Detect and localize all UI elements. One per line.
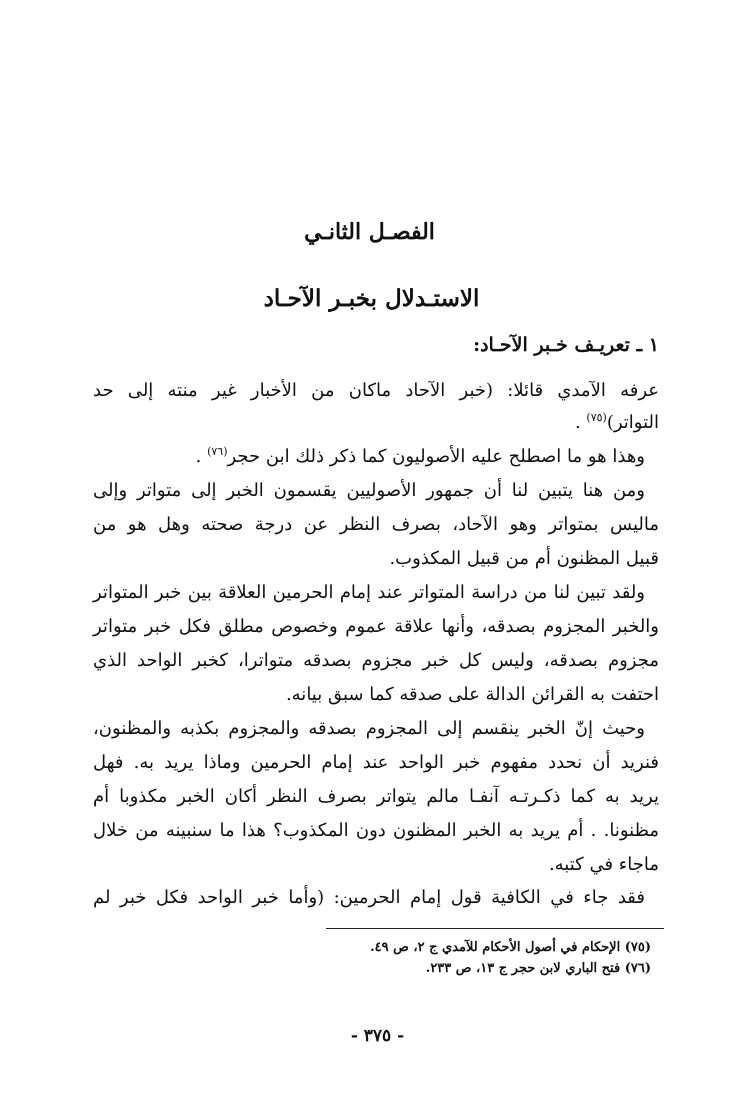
chapter-title: الفصـل الثانـي bbox=[304, 219, 435, 245]
text-fragment: التواتر) bbox=[606, 412, 659, 433]
footnote-ref: (٧٦) bbox=[207, 445, 228, 458]
text-line: فنريد أن نحدد مفهوم خبر الواحد عند إمام الحرمين وماذا يريد به. فهل bbox=[93, 752, 659, 773]
text-line: ماجاء في كتبه. bbox=[548, 854, 659, 875]
text-line: ومن هنا يتبين لنا أن جمهور الأصوليين يقسمون الخبر إلى متواتر وإلى bbox=[93, 480, 645, 501]
footnote-ref: (٧٥) bbox=[586, 411, 607, 424]
text-fragment: وهذا هو ما اصطلح عليه الأصوليون كما ذكر ذلك ابن حجر bbox=[227, 446, 645, 467]
subheading: ١ ـ تعريـف خـبر الآحـاد: bbox=[473, 334, 659, 356]
text-fragment: . bbox=[195, 446, 208, 467]
text-line bbox=[196, 439, 645, 475]
text-line bbox=[575, 405, 659, 441]
text-line: مظنونا. . أم يريد به الخبر المظنون دون المكذوب؟ هذا ما سنبينه من خلال bbox=[93, 820, 659, 841]
text-line: يريد به كما ذكـرتـه آنفـا مالم يتواتر بصرف النظر أكان الخبر مكذوبا أم bbox=[93, 786, 659, 807]
text-line: احتفت به القرائن الدالة على صدقه كما سبق بيانه. bbox=[285, 684, 659, 705]
text-line: ولقد تبين لنا من دراسة المتواتر عند إمام الحرمين العلاقة بين خبر المتواتر bbox=[93, 582, 645, 603]
text-line: والخبر المجزوم بصدقه، وأنها علاقة عموم وخصوص مطلق فكل خبر متواتر bbox=[93, 616, 659, 637]
section-title: الاستـدلال بخبـر الآحـاد bbox=[263, 285, 480, 312]
footnote: (٧٦) فتح الباري لابن حجر ج ١٣، ص ٢٣٣. bbox=[425, 961, 651, 976]
text-line: قبيل المظنون أم من قبيل المكذوب. bbox=[389, 548, 659, 569]
page-number: - ٣٧٥ - bbox=[350, 1026, 405, 1046]
text-fragment: . bbox=[574, 412, 587, 433]
text-line: عرفه الآمدي قائلا: (خبر الآحاد ماكان من الأخبار غير منته إلى حد bbox=[93, 380, 659, 401]
text-line: مجزوم بصدقه، وليس كل خبر مجزوم بصدقه متواترا، كخبر الواحد الذي bbox=[93, 650, 659, 671]
footnote: (٧٥) الإحكام في أصول الأحكام للآمدي ج ٢، ص ٤٩. bbox=[370, 940, 651, 955]
text-line: فقد جاء في الكافية قول إمام الحرمين: (وأما خبر الواحد فكل خبر لم bbox=[93, 887, 645, 908]
text-line: وحيث إنّ الخبر ينقسم إلى المجزوم بصدقه والمجزوم بكذبه والمظنون، bbox=[93, 718, 645, 739]
footnote-divider bbox=[326, 928, 664, 929]
text-line: ماليس بمتواتر وهو الآحاد، بصرف النظر عن درجة صحته وهل هو من bbox=[93, 514, 659, 535]
